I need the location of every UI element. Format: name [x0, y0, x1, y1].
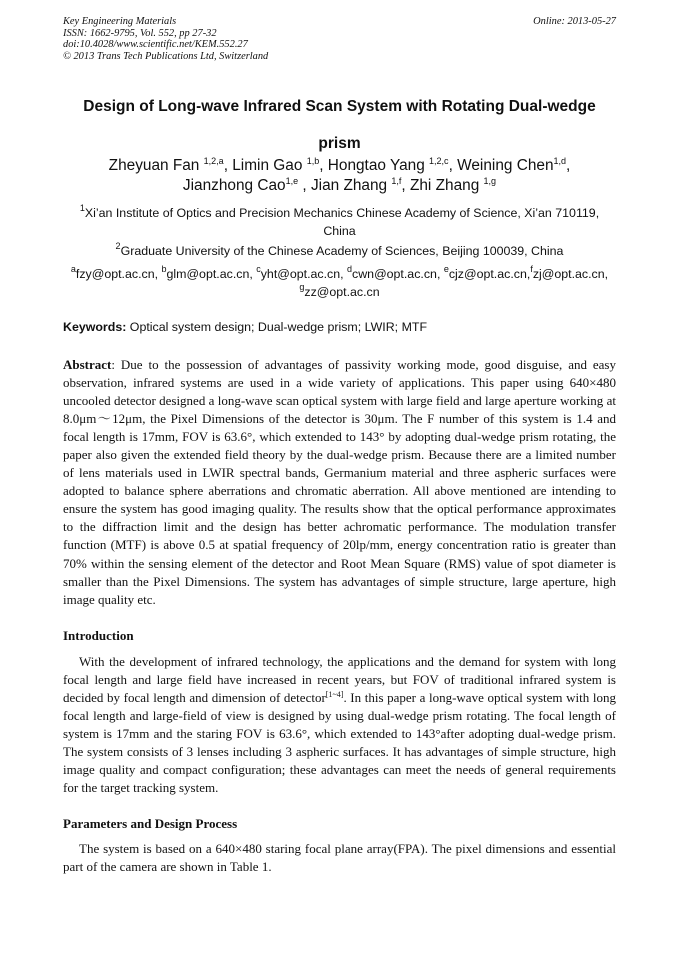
- author: Jianzhong Cao$^{1,e}$ ,: [182, 176, 311, 194]
- email-address[interactable]: $^a$fzy@opt.ac.cn: [70, 264, 155, 281]
- author: Weining Chen$^{1,d}$,: [457, 156, 571, 174]
- email-address[interactable]: $^f$zj@opt.ac.cn: [530, 264, 605, 281]
- online-date: Online: 2013-05-27: [533, 16, 616, 27]
- abstract-label: Abstract: [63, 357, 112, 372]
- abstract-text: : Due to the possession of advantages of passivity working mode, good disguise, and easy observation, infrared systems are used in a wide variety of applications. This paper using 640×480 uncooled detector designed a long-wave scan optical system with large field and large aperture working at 8.0μm～12μm, the Pixel Dimensions of the detector is 30μm. The F number of this system is 1.4 and focal length is 17mm, FOV is 63.6°, which extended to 143° by adopting dual-wedge prism rotating, the paper also given the extended field theory by the dual-wedge prism. Because there are a limited number of lens materials used in LWIR spectral bands, Germanium material and three aspheric surfaces were adopted to balance sphere aberrations and chromatic aberration. All above mentioned are intending to ensure the system has good imaging quality. The results show that the optical performance approximates to the diffraction limit and the design has better achromatic performance. The modulation transfer function (MTF) is above 0.5 at spatial frequency of 20lp/mm, energy concentration ratio is greater than 70% within the sensing element of the detector and Root Mean Square (RMS) value of spot diameter is smaller than the Pixel Dimensions. The system has advantages of simple structure, large aperture, high image quality etc.: [63, 357, 616, 607]
- email-address[interactable]: $^b$glm@opt.ac.cn: [161, 264, 250, 281]
- email-address[interactable]: $^e$cjz@opt.ac.cn: [443, 264, 527, 281]
- issn-line: ISSN: 1662-9795, Vol. 552, pp 27-32: [63, 27, 217, 39]
- email-address[interactable]: $^d$cwn@opt.ac.cn: [347, 264, 437, 281]
- author: Limin Gao $^{1,b}$,: [232, 156, 328, 174]
- introduction-paragraph: With the development of infrared technology, the applications and the demand for system with long focal length and large field have increased in recent years, but FOV of traditional infrared system is decided by focal length and dimension of detector[1~4]. In this paper a long-wave optical system with long focal length and large-field of view is designed by using dual-wedge prism rotating. The focal length of system is 17mm and the staring FOV is 63.6°, which extended to 143°after adopting dual-wedge prism. The system consists of 3 lenses including 3 aspheric surfaces. It has advantages of simple structure, high image quality and compact configuration; these advantages can meet the needs of general requirements for the target tracking system.: [63, 654, 616, 796]
- citation-ref[interactable]: [1~4]: [325, 690, 344, 700]
- author: Zhi Zhang $^{1,g}$: [409, 176, 497, 194]
- parameters-heading: Parameters and Design Process: [63, 816, 238, 831]
- doi-line: doi:10.4028/www.scientific.net/KEM.552.27: [63, 39, 248, 51]
- journal-name: Key Engineering Materials: [63, 16, 177, 27]
- email-address[interactable]: $^g$zz@opt.ac.cn: [299, 281, 380, 299]
- author: Hongtao Yang $^{1,2,c}$,: [327, 156, 458, 174]
- affiliation-2: $^2$Graduate University of the Chinese Academy of Sciences, Beijing 100039, China: [115, 241, 564, 258]
- author: Zheyuan Fan $^{1,2,a}$,: [108, 156, 233, 174]
- email-list: $^a$fzy@opt.ac.cn, $^b$glm@opt.ac.cn, $^c$yht@opt.ac.cn, $^d$cwn@opt.ac.cn, $^e$cjz@opt.ac.cn,$^f$zj@opt.ac.cn, $^g$zz@opt.ac.cn: [70, 264, 609, 299]
- parameters-paragraph: The system is based on a 640×480 staring focal plane array(FPA). The pixel dimensions and essential part of the camera are shown in Table 1.: [63, 841, 616, 875]
- introduction-heading: Introduction: [63, 628, 134, 643]
- keywords-label: Keywords:: [63, 320, 127, 334]
- paper-title: Design of Long-wave Infrared Scan System with Rotating Dual-wedge prism: [83, 98, 596, 152]
- page-header: [63, 16, 616, 62]
- author: Jian Zhang $^{1,f}$,: [310, 176, 410, 194]
- affiliation-1: $^1$Xi’an Institute of Optics and Precision Mechanics Chinese Academy of Science, Xi’an 710119, China: [79, 203, 600, 238]
- keywords-text: Optical system design; Dual-wedge prism; LWIR; MTF: [126, 320, 428, 334]
- abstract: [63, 356, 616, 609]
- author-list: [63, 156, 616, 196]
- keywords: [63, 320, 616, 334]
- email-address[interactable]: $^c$yht@opt.ac.cn: [256, 264, 341, 281]
- copyright-line: © 2013 Trans Tech Publications Ltd, Switzerland: [63, 50, 269, 62]
